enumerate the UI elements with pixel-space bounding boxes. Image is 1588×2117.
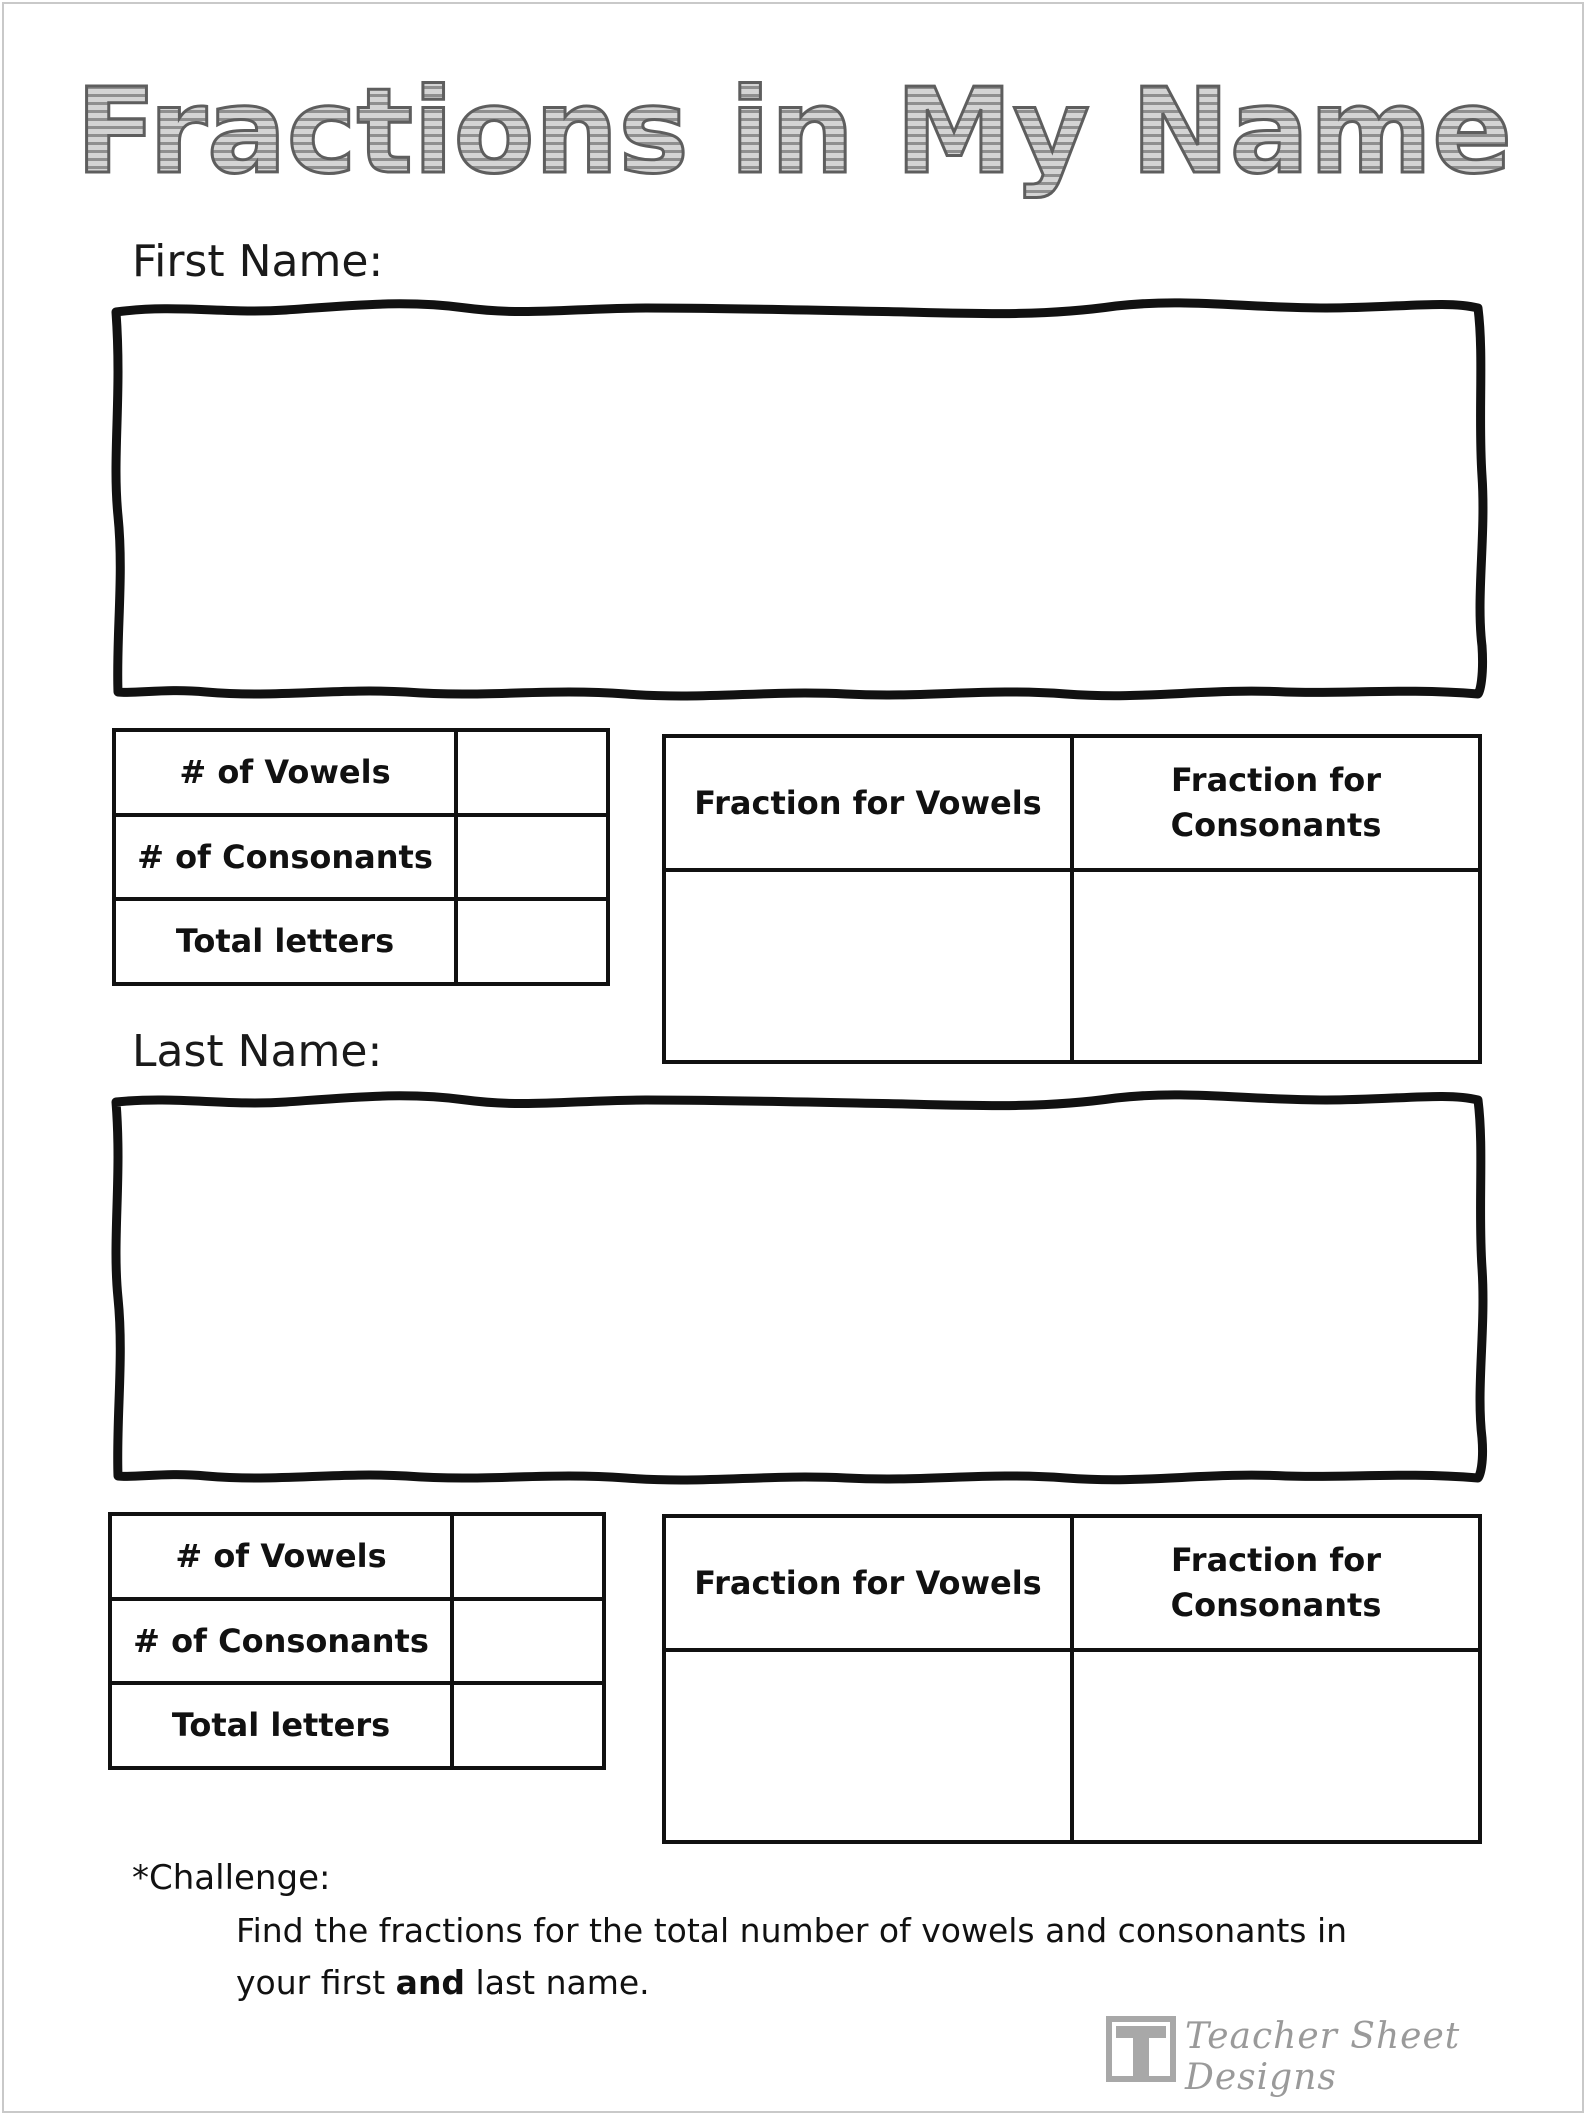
title-text: Fractions in My Name (75, 62, 1513, 200)
count-answer-cell[interactable] (456, 730, 608, 815)
first-name-label: First Name: (132, 236, 384, 287)
table-row (664, 1650, 1480, 1842)
last-name-box[interactable] (106, 1088, 1492, 1488)
table-row (114, 899, 608, 984)
last-name-label: Last Name: (132, 1026, 383, 1077)
count-answer-cell[interactable] (456, 899, 608, 984)
count-label: # of Vowels (110, 1514, 452, 1599)
count-answer-cell[interactable] (452, 1514, 604, 1599)
count-label: # of Vowels (114, 730, 456, 815)
fraction-consonants-header: Fraction for Consonants (1072, 1516, 1480, 1650)
fraction-vowels-header: Fraction for Vowels (664, 736, 1072, 870)
last-name-fractions-table (662, 1514, 1482, 1844)
logo-letter: T (1140, 2065, 1142, 2067)
first-name-fractions-table (662, 734, 1482, 1064)
fraction-vowels-answer-cell[interactable] (664, 870, 1072, 1062)
last-name-counts-table (108, 1512, 606, 1770)
brand-name: Teacher Sheet Designs (1185, 2016, 1461, 2098)
table-row (110, 1683, 604, 1768)
challenge-heading: *Challenge: (132, 1858, 331, 1898)
challenge-text-bold: and (395, 1963, 466, 2002)
table-row (110, 1514, 604, 1599)
worksheet-title (0, 62, 1588, 212)
table-row (114, 730, 608, 815)
first-name-counts-table (112, 728, 610, 986)
count-label: # of Consonants (114, 815, 456, 900)
fraction-consonants-answer-cell[interactable] (1072, 870, 1480, 1062)
table-row (664, 1516, 1480, 1650)
first-name-box[interactable] (106, 296, 1492, 704)
table-row (114, 815, 608, 900)
table-row (664, 736, 1480, 870)
count-answer-cell[interactable] (452, 1683, 604, 1768)
fraction-consonants-header: Fraction for Consonants (1072, 736, 1480, 870)
count-label: # of Consonants (110, 1599, 452, 1684)
count-answer-cell[interactable] (452, 1599, 604, 1684)
fraction-vowels-answer-cell[interactable] (664, 1650, 1072, 1842)
challenge-text-part: Find the fractions for the total number of vowels and consonants in your first (236, 1911, 1348, 2002)
challenge-text (236, 1905, 1416, 2009)
table-row (110, 1599, 604, 1684)
challenge-text-part: last name. (465, 1963, 650, 2002)
count-answer-cell[interactable] (456, 815, 608, 900)
fraction-consonants-answer-cell[interactable] (1072, 1650, 1480, 1842)
count-label: Total letters (114, 899, 456, 984)
count-label: Total letters (110, 1683, 452, 1768)
table-row (664, 870, 1480, 1062)
brand-logo-icon (1106, 2016, 1176, 2082)
fraction-vowels-header: Fraction for Vowels (664, 1516, 1072, 1650)
